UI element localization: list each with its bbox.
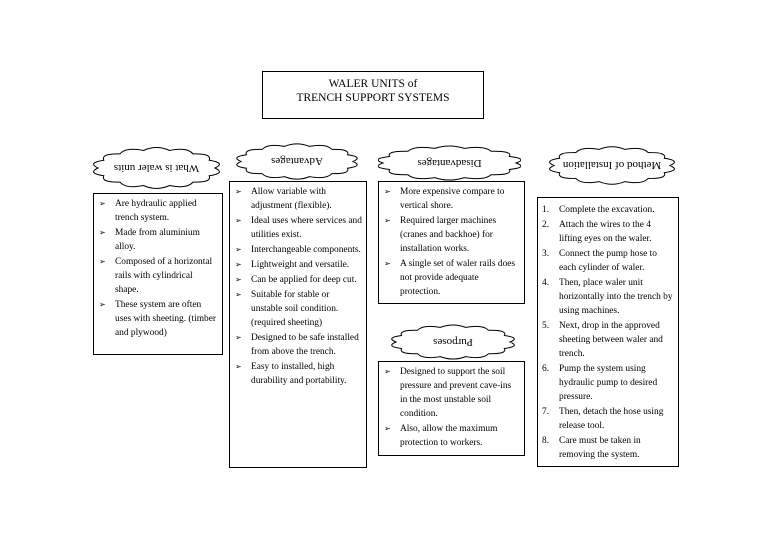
cloud-label-disadvantages: Disadvantages [417, 157, 482, 169]
disadvantages-box [378, 181, 525, 304]
list-item [538, 247, 674, 275]
list-item-text: Can be applied for deep cut. [251, 275, 357, 285]
list-item-text: Are hydraulic applied trench system. [115, 199, 197, 223]
cloud-method-of-installation [549, 144, 675, 187]
method-of-installation-box [537, 197, 679, 467]
list-item [538, 319, 674, 361]
list-item [538, 434, 674, 462]
step-number: 6. [542, 364, 550, 374]
bullet-arrow-icon: ➢ [235, 275, 242, 284]
list-item-text: Designed to support the soil pressure and prevent cave-ins in the most unstable soil condition. [400, 367, 512, 419]
cloud-purposes [391, 322, 515, 362]
list-item [379, 185, 520, 213]
list-item [379, 214, 520, 256]
cloud-label-what-is-waler-units: What is waler units [113, 162, 200, 174]
list-item-text: Lightweight and versatile. [251, 260, 350, 270]
list-item-text: Designed to be safe installed from above the trench. [251, 333, 359, 357]
what-is-waler-units-list [94, 197, 218, 340]
list-item-text: Next, drop in the approved sheeting between waler and trench. [559, 321, 663, 359]
method-of-installation-list [538, 203, 674, 462]
list-item-text: Then, place waler unit horizontally into the trench by using machines. [559, 278, 673, 316]
step-number: 3. [542, 249, 550, 259]
disadvantages-list [379, 185, 520, 299]
list-item-text: Connect the pump hose to each cylinder of waler. [559, 249, 657, 273]
step-number: 8. [542, 436, 550, 446]
bullet-arrow-icon: ➢ [99, 199, 106, 208]
list-item [230, 243, 362, 257]
cloud-label-advantages: Advantages [271, 155, 323, 168]
list-item-text: Made from aluminium alloy. [115, 228, 200, 252]
list-item-text: Care must be taken in removing the system. [559, 436, 641, 460]
list-item [230, 214, 362, 242]
list-item [538, 203, 674, 217]
list-item [94, 255, 218, 297]
list-item [379, 422, 520, 450]
bullet-arrow-icon: ➢ [235, 216, 242, 225]
purposes-box [378, 361, 525, 456]
list-item-text: Pump the system using hydraulic pump to desired pressure. [559, 364, 658, 402]
list-item [230, 258, 362, 272]
list-item-text: Complete the excavation. [559, 205, 655, 215]
bullet-arrow-icon: ➢ [99, 257, 106, 266]
list-item-text: More expensive compare to vertical shore. [400, 187, 505, 211]
list-item [230, 331, 362, 359]
list-item [538, 362, 674, 404]
list-item [538, 218, 674, 246]
bullet-arrow-icon: ➢ [235, 333, 242, 342]
advantages-box [229, 181, 367, 468]
cloud-label-method-of-installation: Method of Installation [562, 159, 662, 172]
bullet-arrow-icon: ➢ [384, 367, 391, 376]
list-item [230, 185, 362, 213]
list-item-text: Also, allow the maximum protection to workers. [400, 424, 498, 448]
list-item-text: Suitable for stable or unstable soil condition. (required sheeting) [251, 290, 339, 328]
step-number: 7. [542, 407, 550, 417]
list-item [230, 360, 362, 388]
list-item [538, 405, 674, 433]
list-item-text: Easy to installed, high durability and portability. [251, 362, 347, 386]
advantages-list [230, 185, 362, 388]
step-number: 2. [542, 220, 550, 230]
purposes-list [379, 365, 520, 450]
cloud-disadvantages [378, 143, 521, 183]
bullet-arrow-icon: ➢ [384, 216, 391, 225]
list-item-text: Composed of a horizontal rails with cylindrical shape. [115, 257, 213, 295]
list-item [230, 273, 362, 287]
bullet-arrow-icon: ➢ [99, 228, 106, 237]
bullet-arrow-icon: ➢ [235, 245, 242, 254]
bullet-arrow-icon: ➢ [235, 290, 242, 299]
list-item-text: Required larger machines (cranes and backhoe) for installation works. [400, 216, 497, 254]
bullet-arrow-icon: ➢ [235, 187, 242, 196]
list-item-text: Ideal uses where services and utilities exist. [251, 216, 362, 240]
cloud-what-is-waler-units [93, 145, 220, 191]
step-number: 4. [542, 278, 550, 288]
list-item [94, 226, 218, 254]
list-item-text: Attach the wires to the 4 lifting eyes on the waler. [559, 220, 652, 244]
bullet-arrow-icon: ➢ [384, 259, 391, 268]
list-item [379, 365, 520, 421]
list-item-text: Interchangeable components. [251, 245, 361, 255]
list-item-text: A single set of waler rails does not provide adequate protection. [400, 259, 516, 297]
title-line-1: WALER UNITS of [328, 78, 418, 90]
title-line-2: TRENCH SUPPORT SYSTEMS [296, 92, 450, 104]
cloud-advantages [236, 141, 358, 182]
bullet-arrow-icon: ➢ [384, 187, 391, 196]
bullet-arrow-icon: ➢ [235, 260, 242, 269]
list-item-text: Allow variable with adjustment (flexible). [251, 187, 332, 211]
list-item [379, 257, 520, 299]
list-item [94, 197, 218, 225]
list-item-text: These system are often uses with sheeting. (timber and plywood) [115, 300, 217, 338]
bullet-arrow-icon: ➢ [99, 300, 106, 309]
bullet-arrow-icon: ➢ [384, 424, 391, 433]
title-box [262, 71, 484, 119]
list-item-text: Then, detach the hose using release tool. [559, 407, 664, 431]
list-item [538, 276, 674, 318]
step-number: 1. [542, 205, 550, 215]
what-is-waler-units-box [93, 193, 223, 355]
step-number: 5. [542, 321, 550, 331]
bullet-arrow-icon: ➢ [235, 362, 242, 371]
list-item [94, 298, 218, 340]
list-item [230, 288, 362, 330]
cloud-label-purposes: Purposes [433, 336, 473, 348]
